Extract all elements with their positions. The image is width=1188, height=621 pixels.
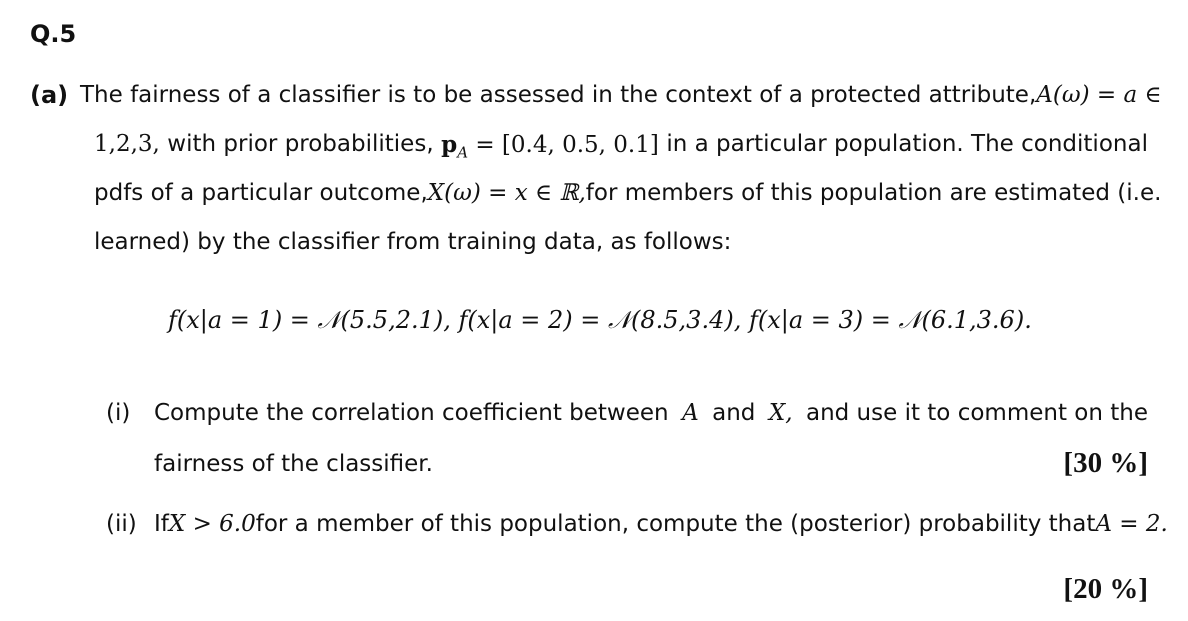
part-a-line-1-math [1036,82,1161,108]
attribute-expression: A(ω) = a ∈ [1036,82,1162,108]
sub-ii-marks: [20 %] [1063,573,1148,605]
sub-ii-target [1095,511,1167,537]
prior-vector-values: = [0.4, 0.5, 0.1] [475,132,659,158]
part-a-line-3-text-a: pdfs of a particular outcome, [94,180,428,206]
outcome-expression [428,180,586,206]
sub-ii-line-1 [154,511,1168,537]
sub-ii-target-text: A = 2. [1095,511,1168,537]
sub-i-var-a [682,400,699,426]
part-a-line-2-text-a: with prior probabilities, [167,131,434,157]
sub-i-var-a-text: A [682,400,699,426]
sub-i-line-2: fairness of the classifier. [154,451,433,477]
prior-vector [441,131,659,162]
part-a-line-3-text-b: for members of this population are estimated (i.e. [585,180,1162,206]
part-a-label: (a) [30,81,69,109]
sub-ii-text-a: If [154,511,169,537]
sub-ii-text-b: for a member of this population, compute the (posterior) probability that [255,511,1096,537]
sub-ii-condition [169,511,256,537]
pdf-equation-text: f(x|a = 1) = 𝒩(5.5,2.1), f(x|a = 2) = 𝒩(8.5,3.4), f(x|a = 3) = 𝒩(6.1,3.6). [168,306,1032,334]
outcome-expression-text: X(ω) = x ∈ ℝ, [427,180,586,206]
sub-ii-label: (ii) [106,511,137,537]
question-number: Q.5 [30,20,77,48]
sub-i-line-1 [154,400,1148,426]
sub-i-var-x-text: X, [768,400,793,426]
attribute-values: 1,2,3, [94,131,160,157]
sub-i-text-b: and use it to comment on the [805,400,1148,426]
sub-i-text-and: and [712,400,756,426]
sub-ii-condition-text: X > 6.0 [168,511,256,537]
part-a-line-4: learned) by the classifier from training data, as follows: [94,229,732,255]
part-a-line-2-text-b: in a particular population. The conditional [666,131,1148,157]
sub-i-label: (i) [106,400,131,426]
pdf-equation [168,306,1032,334]
prior-vector-subscript: A [457,143,469,162]
part-a-line-1 [80,82,1162,108]
sub-i-text-a: Compute the correlation coefficient between [154,400,669,426]
part-a-line-2 [94,131,1148,162]
prior-vector-symbol: p [441,131,458,158]
part-a-line-3 [94,180,1162,206]
sub-i-var-x [769,400,793,426]
sub-i-marks: [30 %] [1063,447,1148,479]
part-a-line-1-text: The fairness of a classifier is to be assessed in the context of a protected attribute, [80,82,1037,108]
